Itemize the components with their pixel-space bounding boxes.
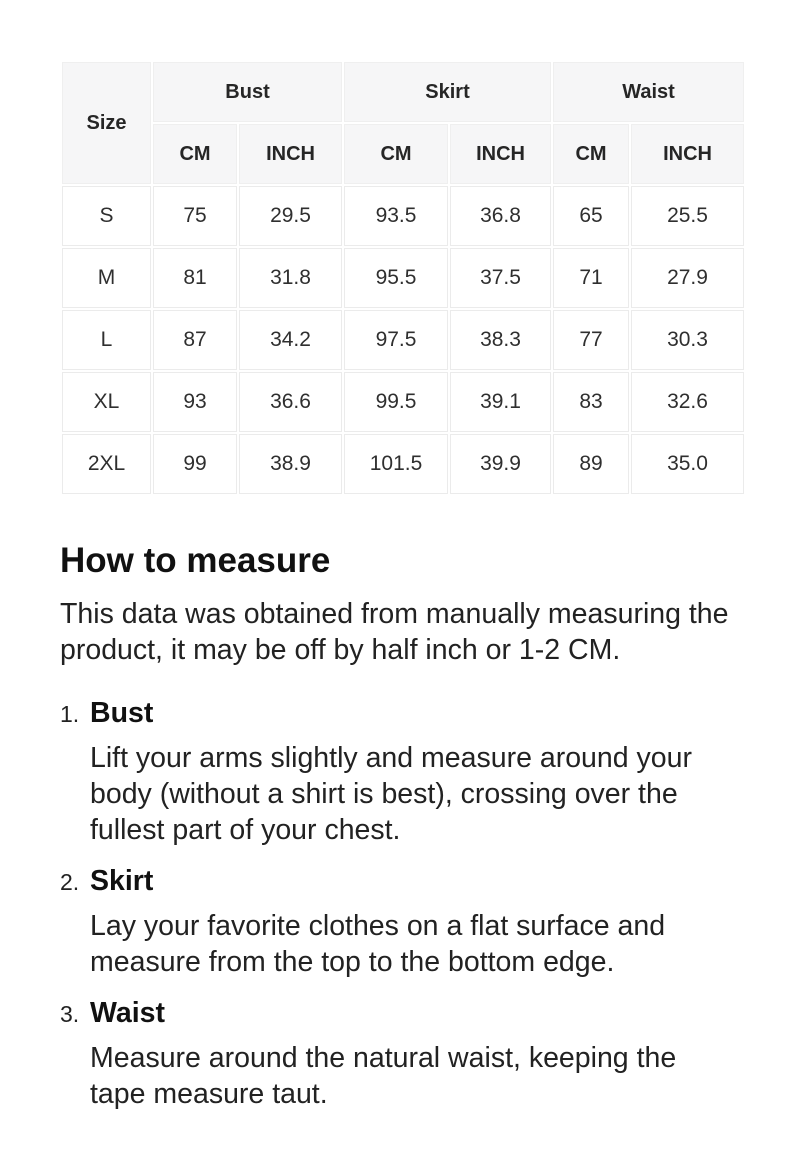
- step-number: 3.: [60, 1001, 80, 1027]
- step-heading: [60, 694, 740, 732]
- step-heading: [60, 994, 740, 1032]
- measurement-cell: 35.0: [631, 434, 744, 494]
- measurement-cell: 37.5: [450, 248, 551, 308]
- measurement-cell: 75: [153, 186, 237, 246]
- measurement-cell: 38.3: [450, 310, 551, 370]
- step-label-bust: Bust: [90, 697, 154, 729]
- table-row-m: [62, 248, 744, 308]
- unit-header-bust-cm: CM: [153, 124, 237, 184]
- unit-header-waist-inch: INCH: [631, 124, 744, 184]
- column-header-size: Size: [62, 62, 151, 184]
- step-label-skirt: Skirt: [90, 865, 154, 897]
- measure-steps-list: [60, 694, 740, 1112]
- measurement-cell: 31.8: [239, 248, 342, 308]
- measurement-cell: 89: [553, 434, 629, 494]
- list-item: [60, 994, 740, 1112]
- size-cell: S: [62, 186, 151, 246]
- measurement-cell: 95.5: [344, 248, 448, 308]
- step-description: Lift your arms slightly and measure around your body (without a shirt is best), crossing over the fullest part of your chest.: [90, 742, 692, 846]
- measurement-cell: 99: [153, 434, 237, 494]
- measurement-cell: 36.8: [450, 186, 551, 246]
- step-description: Lay your favorite clothes on a flat surface and measure from the top to the bottom edge.: [90, 910, 666, 978]
- unit-header-skirt-cm: CM: [344, 124, 448, 184]
- table-row-s: [62, 186, 744, 246]
- table-row-2xl: [62, 434, 744, 494]
- measurement-cell: 65: [553, 186, 629, 246]
- measurement-cell: 77: [553, 310, 629, 370]
- header-row-units: [62, 124, 744, 184]
- unit-header-bust-inch: INCH: [239, 124, 342, 184]
- measurement-cell: 71: [553, 248, 629, 308]
- size-cell: L: [62, 310, 151, 370]
- column-header-skirt: Skirt: [344, 62, 551, 122]
- measurement-cell: 25.5: [631, 186, 744, 246]
- measurement-cell: 27.9: [631, 248, 744, 308]
- measurement-cell: 101.5: [344, 434, 448, 494]
- measurement-cell: 83: [553, 372, 629, 432]
- measurement-cell: 29.5: [239, 186, 342, 246]
- measurement-cell: 87: [153, 310, 237, 370]
- table-row-l: [62, 310, 744, 370]
- table-row-xl: [62, 372, 744, 432]
- measure-disclaimer-text: This data was obtained from manually measuring the product, it may be off by half inch or 1-2 CM.: [60, 598, 729, 666]
- measurement-cell: 97.5: [344, 310, 448, 370]
- size-chart-table: [60, 60, 746, 496]
- measurement-cell: 36.6: [239, 372, 342, 432]
- measurement-cell: 32.6: [631, 372, 744, 432]
- column-header-bust: Bust: [153, 62, 342, 122]
- measurement-cell: 93.5: [344, 186, 448, 246]
- list-item: [60, 694, 740, 848]
- step-number: 1.: [60, 701, 80, 727]
- unit-header-skirt-inch: INCH: [450, 124, 551, 184]
- measurement-cell: 30.3: [631, 310, 744, 370]
- size-cell: M: [62, 248, 151, 308]
- list-item: [60, 862, 740, 980]
- how-to-measure-title: How to measure: [60, 541, 331, 580]
- measurement-cell: 34.2: [239, 310, 342, 370]
- unit-header-waist-cm: CM: [553, 124, 629, 184]
- step-number: 2.: [60, 869, 80, 895]
- column-header-waist: Waist: [553, 62, 744, 122]
- measurement-cell: 39.1: [450, 372, 551, 432]
- measurement-cell: 93: [153, 372, 237, 432]
- size-cell: XL: [62, 372, 151, 432]
- step-label-waist: Waist: [90, 997, 165, 1029]
- measurement-cell: 39.9: [450, 434, 551, 494]
- step-heading: [60, 862, 740, 900]
- step-description: Measure around the natural waist, keeping the tape measure taut.: [90, 1042, 677, 1110]
- measurement-cell: 81: [153, 248, 237, 308]
- measurement-cell: 99.5: [344, 372, 448, 432]
- size-cell: 2XL: [62, 434, 151, 494]
- measurement-cell: 38.9: [239, 434, 342, 494]
- header-row-groups: [62, 62, 744, 122]
